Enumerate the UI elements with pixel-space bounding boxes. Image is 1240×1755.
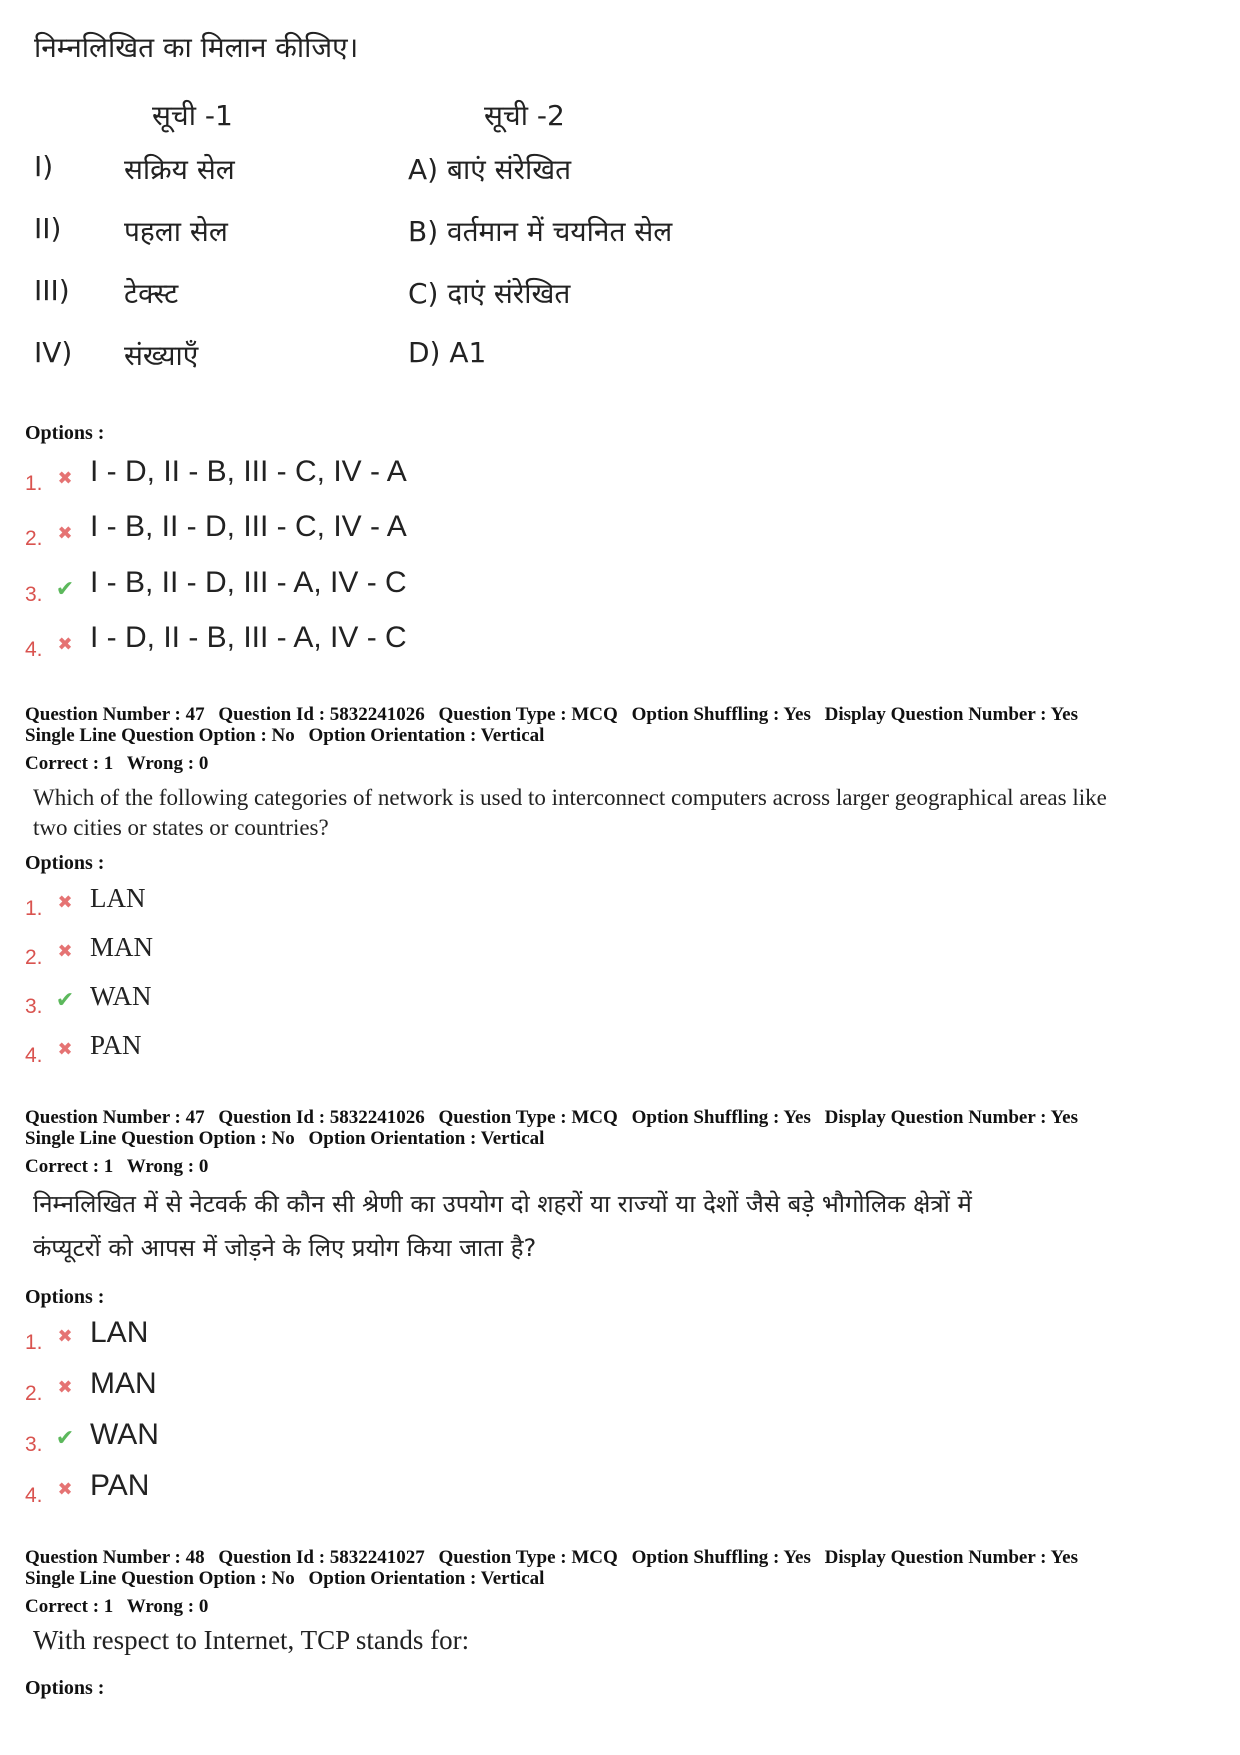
cross-icon: ✖: [57, 892, 73, 913]
cross-icon: ✖: [57, 1377, 73, 1398]
option-text: MAN: [90, 1367, 157, 1400]
row-left-item: टेक्स्ट: [124, 277, 179, 310]
match-row: [0, 274, 800, 324]
row-right-item: A) बाएं संरेखित: [408, 153, 572, 186]
correct-score: Correct : 1: [25, 753, 114, 774]
question-number: Question Number : 48: [25, 1547, 205, 1568]
option-number: 2.: [25, 1382, 43, 1405]
row-right-item: B) वर्तमान में चयनित सेल: [408, 215, 673, 248]
option-number: 4.: [25, 1484, 43, 1507]
option-number: 1.: [25, 472, 43, 495]
option-row[interactable]: [0, 1367, 700, 1411]
question-meta-line: [25, 725, 553, 747]
option-row[interactable]: [0, 883, 700, 927]
option-text: MAN: [90, 932, 154, 962]
option-number: 3.: [25, 995, 43, 1018]
list2-heading: सूची -2: [484, 99, 565, 132]
option-row[interactable]: [0, 981, 700, 1025]
option-orientation: Option Orientation : Vertical: [308, 1128, 545, 1149]
question-meta-line: [25, 1568, 553, 1590]
match-row: [0, 150, 800, 200]
correct-score: Correct : 1: [25, 1596, 114, 1617]
question-meta-line: [25, 1128, 553, 1150]
option-text: LAN: [90, 1316, 149, 1349]
question-text: With respect to Internet, TCP stands for:: [33, 1625, 470, 1655]
row-roman: II): [34, 212, 62, 245]
option-text: LAN: [90, 883, 146, 913]
question-score-line: [25, 1596, 217, 1618]
option-orientation: Option Orientation : Vertical: [308, 1568, 545, 1589]
option-row[interactable]: [0, 1030, 700, 1074]
row-roman: I): [34, 150, 54, 183]
option-row[interactable]: [0, 510, 700, 554]
check-icon: ✔: [55, 577, 75, 602]
display-question-number: Display Question Number : Yes: [824, 1107, 1078, 1128]
question-id: Question Id : 5832241027: [218, 1547, 425, 1568]
option-shuffling: Option Shuffling : Yes: [631, 704, 811, 725]
option-number: 2.: [25, 946, 43, 969]
question-line: Which of the following categories of network is used to interconnect computers across larger geographical areas like: [33, 785, 1107, 810]
single-line-option: Single Line Question Option : No: [25, 1128, 295, 1149]
question-text: [33, 1182, 1223, 1270]
option-number: 1.: [25, 1331, 43, 1354]
question-type: Question Type : MCQ: [438, 1107, 618, 1128]
cross-icon: ✖: [57, 523, 73, 544]
question-score-line: [25, 1156, 217, 1178]
option-row[interactable]: [0, 455, 700, 499]
question-line: कंप्यूटरों को आपस में जोड़ने के लिए प्रयोग किया जाता है?: [33, 1234, 537, 1262]
cross-icon: ✖: [57, 941, 73, 962]
options-label: Options :: [25, 1677, 105, 1699]
wrong-score: Wrong : 0: [126, 753, 209, 774]
row-left-item: संख्याएँ: [124, 339, 199, 372]
check-icon: ✔: [55, 1426, 75, 1451]
option-text: I - D, II - B, III - A, IV - C: [90, 621, 407, 654]
question-text: [33, 783, 1223, 843]
option-text: I - D, II - B, III - C, IV - A: [90, 455, 407, 488]
question-line: two cities or states or countries?: [33, 815, 329, 840]
option-number: 3.: [25, 1433, 43, 1456]
row-right-item: D) A1: [408, 336, 487, 369]
list1-heading: सूची -1: [152, 99, 233, 132]
cross-icon: ✖: [57, 634, 73, 655]
options-label: Options :: [25, 1286, 105, 1308]
question-id: Question Id : 5832241026: [218, 704, 425, 725]
cross-icon: ✖: [57, 468, 73, 489]
question-type: Question Type : MCQ: [438, 1547, 618, 1568]
options-label: Options :: [25, 852, 105, 874]
option-row[interactable]: [0, 1418, 700, 1462]
question-score-line: [25, 753, 217, 775]
row-roman: III): [34, 274, 70, 307]
option-number: 1.: [25, 897, 43, 920]
row-right-item: C) दाएं संरेखित: [408, 277, 571, 310]
question-number: Question Number : 47: [25, 1107, 205, 1128]
option-text: PAN: [90, 1030, 142, 1060]
row-roman: IV): [34, 336, 73, 369]
option-row[interactable]: [0, 1316, 700, 1360]
option-number: 3.: [25, 583, 43, 606]
cross-icon: ✖: [57, 1039, 73, 1060]
match-row: [0, 212, 800, 262]
question-line: निम्नलिखित में से नेटवर्क की कौन सी श्रेणी का उपयोग दो शहरों या राज्यों या देशों जैसे बड़े भौगोलिक क्षेत्रों में: [33, 1190, 972, 1218]
match-question-title: निम्नलिखित का मिलान कीजिए।: [34, 31, 359, 64]
option-row[interactable]: [0, 1469, 700, 1513]
wrong-score: Wrong : 0: [126, 1596, 209, 1617]
cross-icon: ✖: [57, 1326, 73, 1347]
question-id: Question Id : 5832241026: [218, 1107, 425, 1128]
question-meta-line: [25, 1547, 1087, 1569]
option-row[interactable]: [0, 621, 700, 665]
option-text: WAN: [90, 1418, 159, 1451]
display-question-number: Display Question Number : Yes: [824, 1547, 1078, 1568]
cross-icon: ✖: [57, 1479, 73, 1500]
row-left-item: पहला सेल: [124, 215, 228, 248]
single-line-option: Single Line Question Option : No: [25, 1568, 295, 1589]
question-number: Question Number : 47: [25, 704, 205, 725]
option-shuffling: Option Shuffling : Yes: [631, 1107, 811, 1128]
single-line-option: Single Line Question Option : No: [25, 725, 295, 746]
option-number: 2.: [25, 527, 43, 550]
question-meta-line: [25, 1107, 1087, 1129]
match-row: [0, 336, 800, 386]
option-orientation: Option Orientation : Vertical: [308, 725, 545, 746]
option-shuffling: Option Shuffling : Yes: [631, 1547, 811, 1568]
option-text: PAN: [90, 1469, 150, 1502]
correct-score: Correct : 1: [25, 1156, 114, 1177]
option-text: WAN: [90, 981, 152, 1011]
wrong-score: Wrong : 0: [126, 1156, 209, 1177]
option-row[interactable]: [0, 932, 700, 976]
option-number: 4.: [25, 1044, 43, 1067]
option-number: 4.: [25, 638, 43, 661]
option-text: I - B, II - D, III - A, IV - C: [90, 566, 407, 599]
question-type: Question Type : MCQ: [438, 704, 618, 725]
row-left-item: सक्रिय सेल: [124, 153, 235, 186]
option-text: I - B, II - D, III - C, IV - A: [90, 510, 407, 543]
display-question-number: Display Question Number : Yes: [824, 704, 1078, 725]
question-meta-line: [25, 704, 1087, 726]
option-row[interactable]: [0, 566, 700, 610]
options-label: Options :: [25, 422, 105, 444]
check-icon: ✔: [55, 988, 75, 1013]
